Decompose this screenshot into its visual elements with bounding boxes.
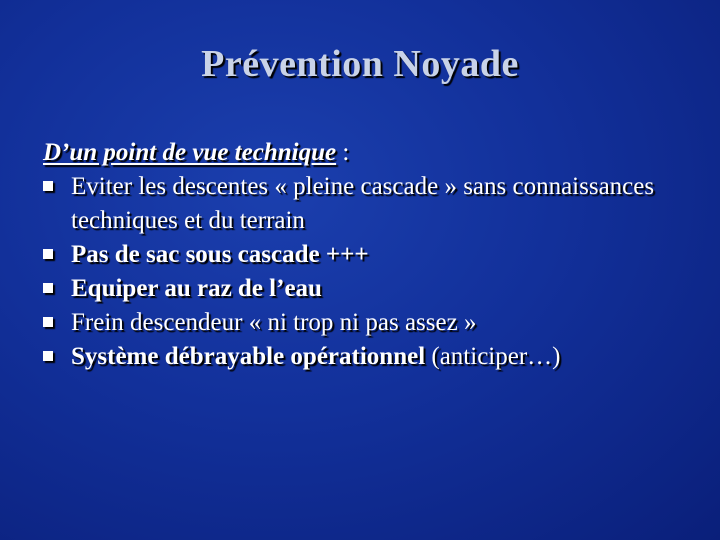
list-item-text: Eviter les descentes « pleine cascade » sans connaissances techniques et du terrain	[71, 173, 655, 234]
slide-title: Prévention Noyade	[201, 43, 519, 85]
list-item-text-rest: (anticiper…)	[425, 343, 561, 370]
slide-content	[43, 136, 683, 374]
list-item-text: Frein descendeur « ni trop ni pas assez »	[71, 309, 477, 336]
list-item	[43, 238, 683, 272]
list-item	[43, 306, 683, 340]
list-item	[43, 170, 683, 238]
bullet-list	[43, 170, 683, 374]
list-item-text: Equiper au raz de l’eau	[71, 275, 322, 302]
section-heading-label: D’un point de vue technique	[43, 139, 337, 166]
list-item-text: Pas de sac sous cascade +++	[71, 241, 369, 268]
square-bullet-icon	[43, 283, 53, 293]
square-bullet-icon	[43, 351, 53, 361]
square-bullet-icon	[43, 317, 53, 327]
section-heading	[43, 136, 683, 170]
list-item	[43, 272, 683, 306]
square-bullet-icon	[43, 249, 53, 259]
square-bullet-icon	[43, 181, 53, 191]
list-item	[43, 340, 683, 374]
section-heading-suffix: :	[336, 139, 350, 166]
list-item-text-bold: Système débrayable opérationnel	[71, 343, 426, 370]
